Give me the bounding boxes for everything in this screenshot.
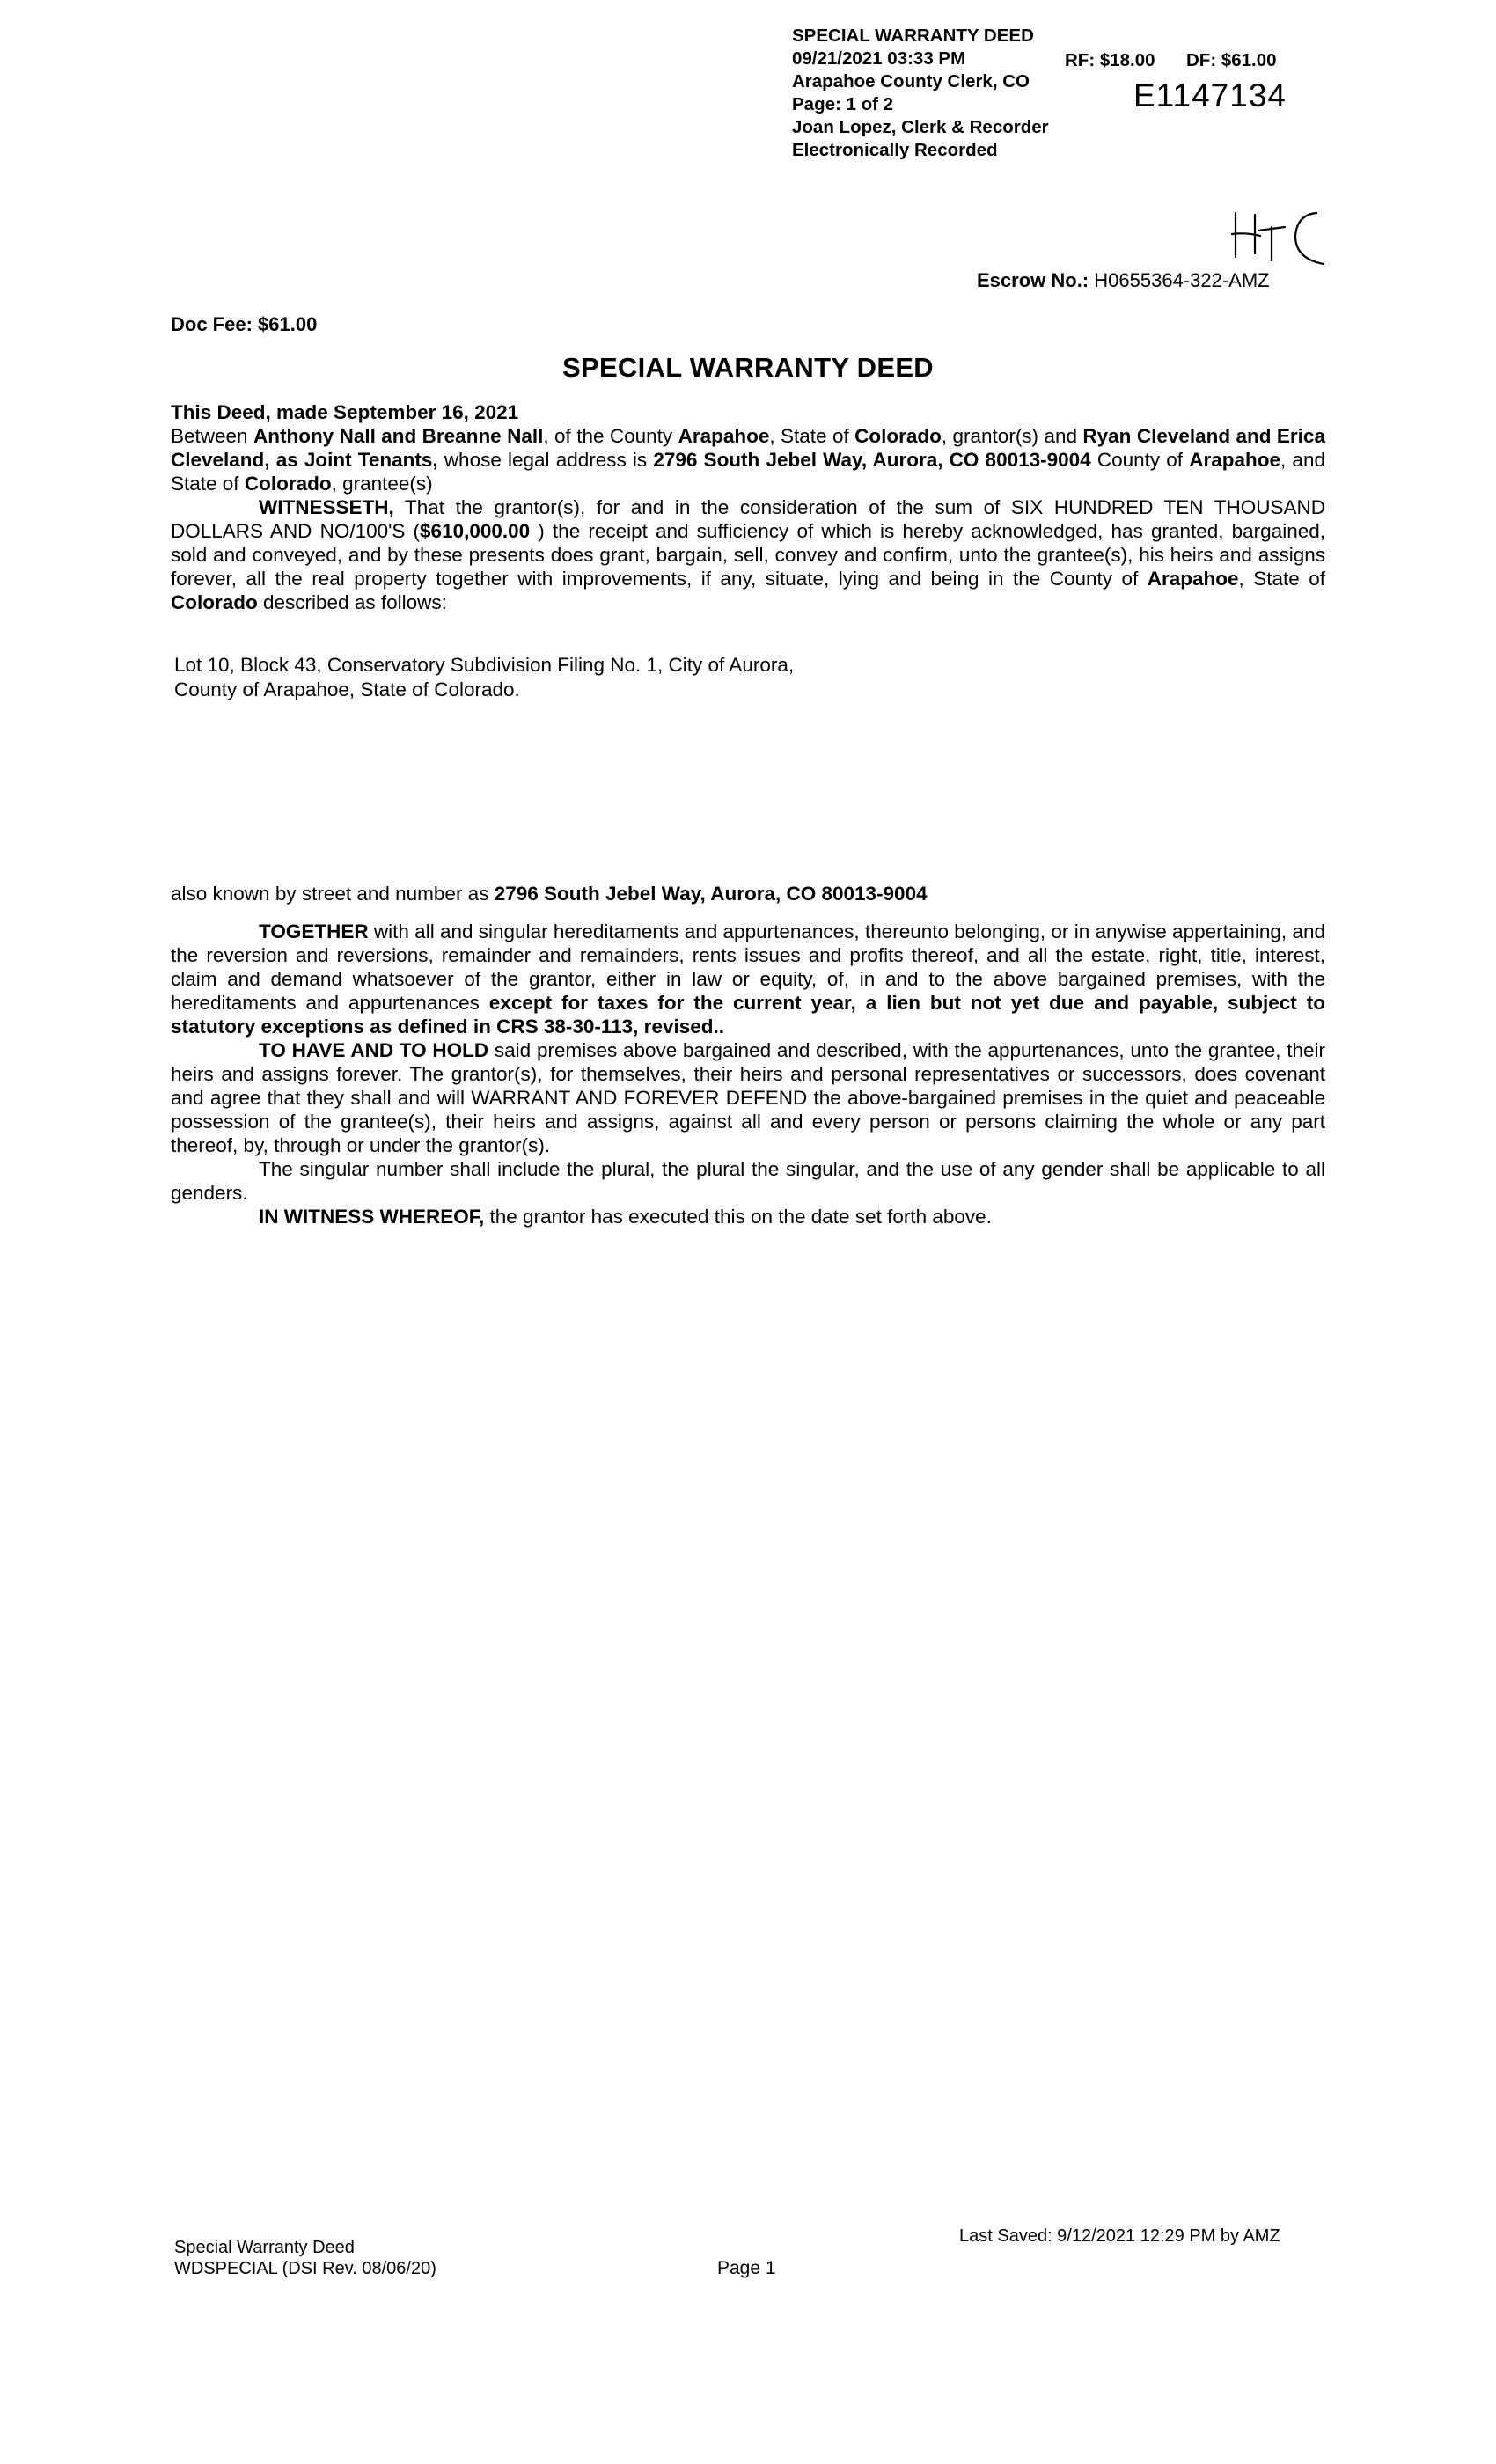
of-county-text: , of the County <box>543 425 673 447</box>
also-known-as <box>171 882 1325 906</box>
footer-form-name: Special Warranty Deed <box>174 2238 355 2257</box>
handwritten-initials <box>1225 209 1331 268</box>
property-state: Colorado <box>171 591 258 613</box>
grantee-suffix: , grantee(s) <box>331 473 433 495</box>
grantee-address: 2796 South Jebel Way, Aurora, CO 80013-9004 <box>653 449 1091 471</box>
deed-date: This Deed, made September 16, 2021 <box>171 401 519 423</box>
footer-form-code: WDSPECIAL (DSI Rev. 08/06/20) <box>174 2259 436 2278</box>
stamp-rf-fee: RF: $18.00 <box>1065 50 1155 70</box>
witnesseth-text-1: That the grantor(s), for and in the consideration of the sum of SIX HUNDRED TEN THOUSAND DOLLARS AND NO/100'S ( <box>171 496 1325 542</box>
stamp-title: SPECIAL WARRANTY DEED <box>792 26 1034 46</box>
to-have-text: said premises above bargained and described, with the appurtenances, unto the grantee, their heirs and assigns forever. The grantor(s), for themselves, their heirs and personal representatives or successors, does covenant and agree that they shall and will WARRANT AND FOREVER DEFEND the above-bargained premises in the quiet and peaceable possession of the grantee(s), their heirs and assigns, against all and every person or persons claiming the whole or any part thereof, by, through or under the grantor(s). <box>171 1039 1325 1156</box>
singular-paragraph: The singular number shall include the plural, the plural the singular, and the use of any gender shall be applicable to all genders. <box>171 1158 1325 1204</box>
escrow-number <box>977 269 1270 292</box>
consideration-amount: $610,000.00 <box>420 520 531 542</box>
to-have-label: TO HAVE AND TO HOLD <box>259 1039 489 1061</box>
doc-fee: Doc Fee: $61.00 <box>171 313 318 335</box>
footer-form-info <box>174 2237 436 2279</box>
together-text: with all and singular hereditaments and appurtenances, thereunto belonging, or in anywise appertaining, and the reversion and reversions, remainder and remainders, rents issues and profits thereof, and all the estate, right, title, interest, claim and demand whatsoever of the grantor, either in law or equity, of, in and to the above bargained premises, with the hereditaments and appurtenances <box>171 920 1325 1014</box>
covenants-section <box>171 920 1325 1228</box>
stamp-recording-method: Electronically Recorded <box>792 140 998 160</box>
also-known-text: also known by street and number as <box>171 883 489 905</box>
grantee-state: Colorado <box>244 473 332 495</box>
escrow-value: H0655364-322-AMZ <box>1094 269 1270 291</box>
witnesseth-paragraph <box>171 495 1325 614</box>
parties-paragraph <box>171 424 1325 614</box>
between-text: Between <box>171 425 248 447</box>
stamp-page: Page: 1 of 2 <box>792 94 894 114</box>
recording-stamp <box>792 25 1320 162</box>
grantor-state: Colorado <box>854 425 942 447</box>
to-have-paragraph <box>171 1038 1325 1157</box>
footer-page-number: Page 1 <box>717 2258 776 2278</box>
address-intro: whose legal address is <box>444 449 648 471</box>
grantee-names: Ryan Cleveland and Erica Cleveland, as Joint Tenants, <box>171 425 1325 471</box>
witnesseth-label: WITNESSETH, <box>259 496 394 518</box>
together-exceptions: except for taxes for the current year, a lien but not yet due and payable, subject to statutory exceptions as defined in CRS 38-30-113, revised.. <box>171 992 1325 1038</box>
property-county: Arapahoe <box>1147 568 1239 590</box>
escrow-label: Escrow No.: <box>977 269 1089 291</box>
county-of-text: County of <box>1096 449 1184 471</box>
together-label: TOGETHER <box>259 920 369 942</box>
grantor-names: Anthony Nall and Breanne Nall <box>253 425 544 447</box>
document-title: SPECIAL WARRANTY DEED <box>562 352 934 383</box>
in-witness-paragraph <box>171 1205 1325 1228</box>
witnesseth-text-4: described as follows: <box>263 591 447 613</box>
legal-description <box>174 653 794 702</box>
grantor-county: Arapahoe <box>678 425 770 447</box>
state-of-text: , State of <box>769 425 849 447</box>
grantee-county: Arapahoe <box>1189 449 1281 471</box>
witnesseth-text-3: , State of <box>1238 568 1325 590</box>
legal-description-line-2: County of Arapahoe, State of Colorado. <box>174 678 520 700</box>
street-address: 2796 South Jebel Way, Aurora, CO 80013-9004 <box>494 883 928 905</box>
stamp-county-clerk: Arapahoe County Clerk, CO <box>792 71 1030 92</box>
legal-description-line-1: Lot 10, Block 43, Conservatory Subdivision Filing No. 1, City of Aurora, <box>174 654 795 676</box>
together-paragraph <box>171 920 1325 1038</box>
in-witness-text: the grantor has executed this on the date set forth above. <box>489 1206 992 1228</box>
and-state-of-text: , and State of <box>171 449 1325 495</box>
witnesseth-text-2: ) the receipt and sufficiency of which is hereby acknowledged, has granted, bargained, sold and conveyed, and by these presents does grant, bargain, sell, convey and confirm, unto the grantee(s), his heirs and assigns forever, all the real property together with improvements, if any, situate, lying and being in the County of <box>171 520 1325 590</box>
footer-last-saved: Last Saved: 9/12/2021 12:29 PM by AMZ <box>959 2226 1280 2246</box>
in-witness-label: IN WITNESS WHEREOF, <box>259 1206 485 1228</box>
stamp-clerk-name: Joan Lopez, Clerk & Recorder <box>792 117 1049 137</box>
stamp-df-fee: DF: $61.00 <box>1186 50 1277 70</box>
reception-number: E1147134 <box>1133 77 1287 114</box>
grantor-suffix: , grantor(s) and <box>941 425 1077 447</box>
stamp-datetime: 09/21/2021 03:33 PM <box>792 48 966 69</box>
